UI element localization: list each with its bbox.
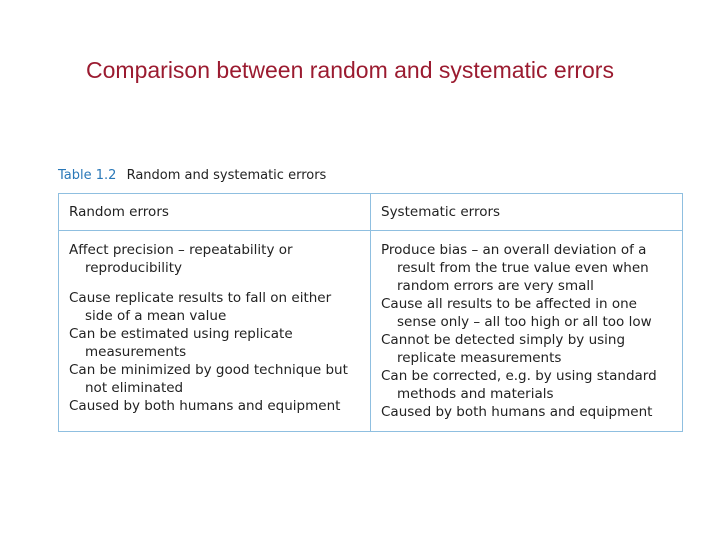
- systematic-item: Can be corrected, e.g. by using standard methods and materials: [381, 368, 657, 402]
- systematic-item: Produce bias – an overall deviation of a result from the true value even when random errors are very small: [381, 242, 649, 294]
- header-random-errors: Random errors: [59, 194, 371, 231]
- header-systematic-errors: Systematic errors: [371, 194, 683, 231]
- random-item: Can be estimated using replicate measurements: [69, 326, 293, 360]
- table-caption-number: Table 1.2: [58, 168, 117, 183]
- errors-comparison-table: [58, 193, 683, 432]
- slide-title: Comparison between random and systematic errors: [86, 57, 614, 83]
- table-caption-text: Random and systematic errors: [126, 168, 327, 183]
- systematic-item: Cannot be detected simply by using replicate measurements: [381, 332, 626, 366]
- random-item: Can be minimized by good technique but not eliminated: [69, 362, 348, 396]
- systematic-item: Cause all results to be affected in one sense only – all too high or all too low: [381, 296, 652, 330]
- random-item: Affect precision – repeatability or reproducibility: [69, 242, 293, 276]
- table-body-row: [59, 231, 683, 432]
- table-caption: [58, 168, 326, 183]
- random-errors-cell: [59, 231, 371, 432]
- random-item: Cause replicate results to fall on either side of a mean value: [69, 290, 332, 324]
- random-item: Caused by both humans and equipment: [69, 398, 341, 414]
- systematic-errors-cell: [371, 231, 683, 432]
- table-header-row: [59, 194, 683, 231]
- systematic-item: Caused by both humans and equipment: [381, 404, 653, 420]
